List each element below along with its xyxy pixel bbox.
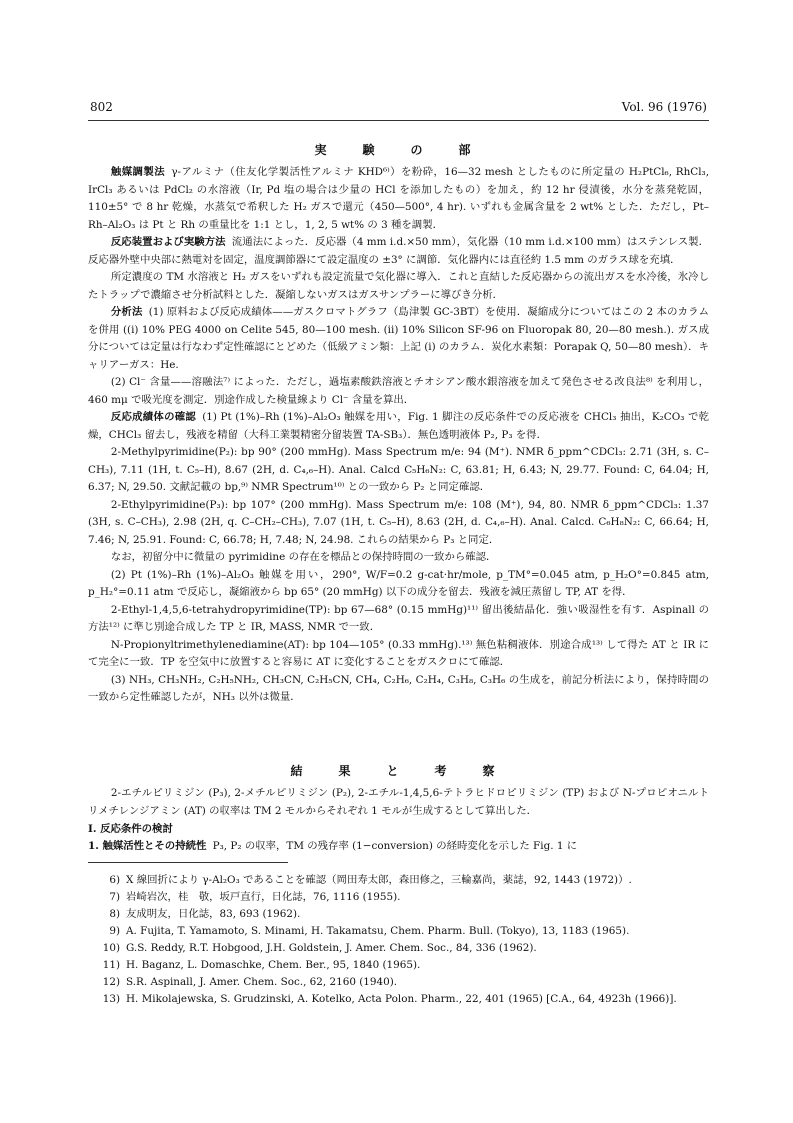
footnote-text: A. Fujita, T. Yamamoto, S. Minami, H. Takamatsu, Chem. Pharm. Bull. (Tokyo), 13, 1183 (1965). <box>126 925 630 937</box>
footnote-number: 12) <box>102 976 120 988</box>
footnote-text: H. Baganz, L. Domaschke, Chem. Ber., 95, 1840 (1965). <box>126 959 421 971</box>
paragraph-procedure: 所定濃度の TM 水溶液と H₂ ガスをいずれも設定流量で気化器に導入．これと直結した反応器からの流出ガスを水冷後，氷冷したトラップで濃縮させ分析試料とした．凝縮しないガスはガスサンプラーに導びき分析． <box>88 271 709 301</box>
paragraph-tp: 2-Ethyl-1,4,5,6-tetrahydropyrimidine(TP): bp 67—68° (0.15 mmHg)¹¹⁾ 留出後結晶化．強い吸湿性を有す．Aspinall の方法¹²⁾ に準じ別途合成した TP と IR, MASS, NMR で一致． <box>88 603 709 633</box>
paragraph-product-confirmation <box>88 409 709 444</box>
footnote-text: S.R. Aspinall, J. Amer. Chem. Soc., 62, 2160 (1940). <box>126 976 398 988</box>
footnote-number: 6) <box>109 874 120 886</box>
section-title-results: 結 果 と 考 察 <box>290 764 507 778</box>
footnote-number: 9) <box>109 925 120 937</box>
paragraph-text: 流通法によった．反応器（4 mm i.d.×50 mm），気化器（10 mm i.d.×100 mm）はステンレス製．反応器外壁中央部に熱電対を固定，温度調節器にて設定温度の ±3° に調節．気化器内には直径約 1.5 mm のガラス球を充填． <box>88 236 709 266</box>
paragraph-heading: 触媒調製法 <box>110 166 166 178</box>
page-number: 802 <box>90 100 113 114</box>
paragraph-at: N-Propionyltrimethylenediamine(AT): bp 104—105° (0.33 mmHg).¹³⁾ 無色粘稠液体．別途合成¹³⁾ して得た AT と IR にて完全に一致．TP を空気中に放置すると容易に AT に変化することをガスクロにて確認． <box>88 638 709 668</box>
paragraph-chloride: (2) Cl⁻ 含量——溶融法⁷⁾ によった．ただし，過塩素酸鉄溶液とチオシアン酸水銀溶液を加えて発色させる改良法⁸⁾ を利用し，460 mμ で吸光度を測定．別途作成した検量線より Cl⁻ 含量を算出． <box>88 376 709 406</box>
volume-label: Vol. 96 (1976) <box>621 100 707 114</box>
footnote-item <box>88 957 709 974</box>
footnote-item <box>88 889 709 906</box>
section-title-experimental: 実 験 の 部 <box>314 143 483 157</box>
paragraph-heading: 反応装置および実験方法 <box>110 236 226 248</box>
paragraph-text: γ-アルミナ（住友化学製活性アルミナ KHD⁶⁾）を粉砕，16—32 mesh としたものに所定量の H₂PtCl₆, RhCl₃, IrCl₃ あるいは PdCl₂ の水溶液（Ir, Pd 塩の場合は少量の HCl を添加したもの）を加え，約 12 hr 侵漬後，水分を蒸発乾固，110±5° で 8 hr 乾燥，水蒸気で希釈した H₂ ガスで還元（450—500°, 4 hr). いずれも金属含量を 2 wt% とした．ただし，Pt–Rh–Al₂O₃ は Pt と Rh の重量比を 1:1 とし，1, 2, 5 wt% の 3 種を調製． <box>88 166 709 231</box>
paragraph-catalyst-preparation <box>88 164 709 234</box>
paragraph-activity <box>88 838 709 856</box>
header-rule <box>88 120 709 121</box>
footnote-text: G.S. Reddy, R.T. Hobgood, J.H. Goldstein, J. Amer. Chem. Soc., 84, 336 (1962). <box>126 942 537 954</box>
paragraph-text: (1) 原料および反応成績体——ガスクロマトグラフ（島津製 GC-3BT）を使用．凝縮成分についてはこの 2 本のカラムを併用 ((i) 10% PEG 4000 on Celite 545, 80—100 mesh. (ii) 10% Silicon SF-96 on Fluoropak 80, 20—80 mesh.). ガス成分については定量は行なわず定性確認にとどめた（低級アミン類：上記 (i) のカラム．炭化水素類：Porapak Q, 50—80 mesh）．キャリアーガス：He. <box>88 306 709 371</box>
paragraph-heading: 反応成績体の確認 <box>110 411 196 423</box>
footnote-rule <box>88 862 288 863</box>
paragraph-yield-basis: 2-エチルピリミジン (P₃), 2-メチルピリミジン (P₂), 2-エチル-1,4,5,6-テトラヒドロピリミジン (TP) および N-プロピオニルトリメチレンジアミン (AT) の収率は TM 2 モルからそれぞれ 1 モルが生成するとして算出した． <box>88 787 709 817</box>
subsection-heading-conditions: I. 反応条件の検討 <box>88 823 173 835</box>
paragraph-ethylpyrimidine: 2-Ethylpyrimidine(P₃): bp 107° (200 mmHg). Mass Spectrum m/e: 108 (M⁺), 94, 80. NMR δ_ppm^CDCl₃: 1.37 (3H, s. C–CH₃), 2.98 (2H, q. C–CH₂–CH₃), 7.07 (1H, t. C₅–H), 8.63 (2H, d. C₄,₆–H). Anal. Calcd. C₆H₈N₂: C, 66.64; H, 7.46; N, 25.91. Found: C, 66.78; H, 7.48; N, 24.98. これらの結果から P₃ と同定． <box>88 498 709 546</box>
paragraph-reaction-2: (2) Pt (1%)–Rh (1%)–Al₂O₃ 触媒を用い，290°, W/F=0.2 g-cat·hr/mole, p_TM°=0.045 atm, p_H₂O°=0.845 atm, p_H₂°=0.11 atm で反応し，凝縮液から bp 65° (20 mmHg) 以下の成分を留去．残液を減圧蒸留し TP, AT を得． <box>88 568 709 598</box>
paragraph-apparatus <box>88 234 709 269</box>
results-body <box>88 785 709 856</box>
footnote-item <box>88 923 709 940</box>
footnote-item <box>88 940 709 957</box>
paragraph-text: P₃, P₂ の収率，TM の残存率 (1−conversion) の経時変化を示した Fig. 1 に <box>212 840 578 852</box>
footnote-text: X 線回折により γ-Al₂O₃ であることを確認（岡田寿太郎，森田修之，三輪嘉尚，薬誌，92, 1443 (1972)）. <box>126 874 632 886</box>
footnotes <box>88 872 709 1008</box>
footnote-number: 13) <box>102 993 120 1005</box>
footnote-item <box>88 974 709 991</box>
paragraph-methylpyrimidine: 2-Methylpyrimidine(P₂): bp 90° (200 mmHg). Mass Spectrum m/e: 94 (M⁺). NMR δ_ppm^CDCl₃: 2.71 (3H, s. C–CH₃), 7.11 (1H, t. C₅–H), 8.67 (2H, d. C₄,₆–H). Anal. Calcd C₅H₆N₂: C, 63.81; H, 6.43; N, 29.77. Found: C, 64.04; H, 6.37; N, 29.50. 文献記載の bp,⁹⁾ NMR Spectrum¹⁰⁾ との一致から P₂ と同定確認． <box>88 446 709 493</box>
footnote-number: 10) <box>102 942 120 954</box>
footnote-text: 友成明友，日化誌，83, 693 (1962). <box>126 908 301 920</box>
paragraph-pyrimidine-note: なお，初留分中に微量の pyrimidine の存在を標品との保持時間の一致から確認． <box>110 551 497 563</box>
footnote-item <box>88 906 709 923</box>
footnote-text: H. Mikolajewska, S. Grudzinski, A. Kotelko, Acta Polon. Pharm., 22, 401 (1965) [C.A., 64, 4923h (1966)]. <box>126 993 677 1005</box>
experimental-body <box>88 164 709 707</box>
footnote-number: 7) <box>109 891 120 903</box>
footnote-number: 8) <box>109 908 120 920</box>
paragraph-gases: (3) NH₃, CH₃NH₂, C₂H₅NH₂, CH₃CN, C₂H₅CN, CH₄, C₂H₆, C₂H₄, C₃H₈, C₃H₆ の生成を，前記分析法により，保持時間の一致から定性確認したが，NH₃ 以外は微量． <box>88 673 709 703</box>
footnote-item <box>88 872 709 889</box>
paragraph-text: (1) Pt (1%)–Rh (1%)–Al₂O₃ 触媒を用い，Fig. 1 脚注の反応条件での反応液を CHCl₃ 抽出，K₂CO₃ で乾燥，CHCl₃ 留去し，残液を精留（大科工業製精密分留装置 TA-SB₃）．無色透明液体 P₂, P₃ を得． <box>88 411 710 441</box>
footnote-number: 11) <box>102 959 120 971</box>
paragraph-heading: 1. 触媒活性とその持続性 <box>88 840 207 852</box>
paragraph-analysis <box>88 304 709 374</box>
footnote-text: 岩崎岩次，桂 敬，坂戸直行，日化誌，76, 1116 (1955). <box>126 891 401 903</box>
footnote-item <box>88 991 709 1008</box>
paragraph-heading: 分析法 <box>110 306 143 318</box>
